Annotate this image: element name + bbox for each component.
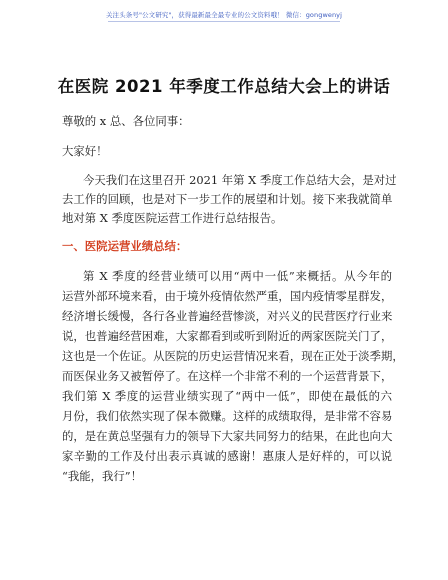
body-line: 我们第 X 季度的运营业绩实现了“两中一低”，即使在最低的六 xyxy=(62,389,392,403)
body-line: 家辛勤的工作及付出表示真诚的感谢！惠康人是好样的，可以说 xyxy=(62,449,392,463)
body-line: 的，是在黄总坚强有力的领导下大家共同努力的结果，在此也向大 xyxy=(62,429,393,443)
body-line: 月份，我们依然实现了保本微赚。这样的成绩取得，是非常不容易 xyxy=(62,409,393,423)
header-divider xyxy=(108,21,340,22)
body-line: 这也是一个佐证。从医院的历史运营情况来看，现在正处于淡季期， xyxy=(62,349,404,363)
intro-line: 地对第 X 季度医院运营工作进行总结报告。 xyxy=(62,211,283,225)
intro-line: 去工作的回顾，也是对下一步工作的展望和计划。接下来我就简单 xyxy=(62,192,393,206)
section-heading: 一、医院运营业绩总结： xyxy=(62,239,188,253)
document-title: 在医院 2021 年季度工作总结大会上的讲话 xyxy=(57,77,391,96)
header-banner: 关注头条号"公文研究"，获得最新最全最专业的公文资料哦！ 微信：gongwenyj xyxy=(105,11,343,19)
body-line: 说，也普遍经营困难，大家都看到或听到附近的两家医院关门了， xyxy=(62,329,393,343)
body-line: “我能，我行”！ xyxy=(62,469,142,483)
body-line: 经济增长缓慢，各行各业普遍经营惨淡，对兴义的民营医疗行业来 xyxy=(62,309,393,323)
body-line: 第 X 季度的经营业绩可以用“两中一低”来概括。从今年的 xyxy=(83,269,392,283)
salutation: 尊敬的 x 总、各位同事： xyxy=(62,114,190,128)
body-line: 运营外部环境来看，由于境外疫情依然严重，国内疫情零星群发， xyxy=(62,289,393,303)
intro-line: 今天我们在这里召开 2021 年第 X 季度工作总结大会，是对过 xyxy=(83,173,397,187)
greeting: 大家好！ xyxy=(62,144,108,158)
body-line: 而医保业务又被暂停了。在这样一个非常不利的一个运营背景下， xyxy=(62,369,393,383)
